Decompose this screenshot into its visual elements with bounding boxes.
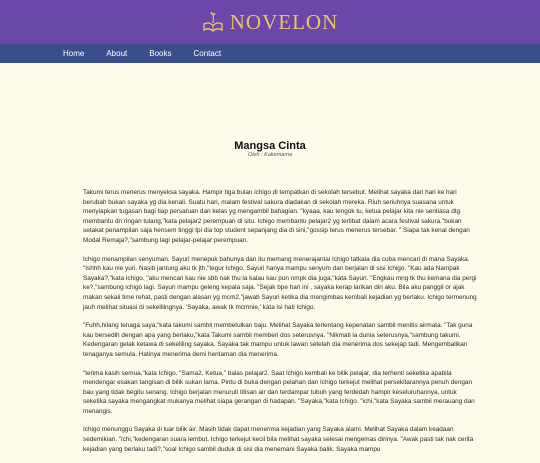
nav-about[interactable]: About bbox=[106, 49, 128, 58]
site-header bbox=[0, 0, 540, 44]
story-paragraph: Ichigo menampilan senyuman. Sayuri menepuk bahunya dan itu memang menerajantai Ichigo tatkala dia cuba mencari di mana Sayaka. "Ishhh kau nie yuri. Nasib jantung aku tk jth,"tegur Ichigo. Sayuri hanya mampu senyum dan berjalan di sisi Ichigo. "Kau ada Nampak Sayaka?,"kata Ichigo. "aku mencari kau nie sbb nak thu la kalau kau pun nmpk dia juga,"kata Sayuri. "Engkau mng tk thu kemana dia pergi ke?,"sambung ichigo lagi. Sayuri mampu geleng kepala saja. "Sejak bpe hari ini , sayaka kerap larikan diri aku. Bila aku panggil or ajak makan sekali time rehat, pasti dengan alasan yg mcm2,"jawab Sayuri ketika dia mengimbas kembali kejadian yg berlaku. Ichigo termenung jauh melihat situasi di sekelilingnya. 'Sayaka, awak tk mcmnie,' kata isi hati Ichigo. bbox=[83, 255, 477, 311]
story-title: Mangsa Cinta bbox=[234, 140, 306, 152]
main-navigation bbox=[0, 44, 540, 63]
story-body bbox=[83, 188, 477, 463]
book-quill-icon bbox=[202, 10, 224, 34]
nav-books[interactable]: Books bbox=[149, 49, 172, 58]
story-paragraph: "terima kasih semua,"kata Ichigo. "Sama2, Ketua," balas pelajar2. Saat Ichigo kembali ke bilik pelajar, dia terhenti seketika apabila mendengar esakan tangisan di bilik sukan lama. Pintu di buka dengan pelahan dan Ichigo terkejut melihat persekitarannya penuh dengan bau yang tidak begitu senang. Ichigo berjalan menuruti titisan air dan terdampar tubuh yang terdedah hampir keseluruhannya, untuk seketika sayaka mengangkat mukanya melihat siapa gerangan di hadapan. "Sayaka,"kata Ichigo. "ichi,"kata Sayaka sambil merauang dan menangis. bbox=[83, 369, 475, 415]
story-paragraph: "Fuhh,hilang tenaga saya,"kata takumi sambil membetulkan baju. Melihat Sayaka terlentang kepenatan sambil menitis airmata. "Tak guna kau bersedih dengan apa yang berlaku,"kata Takumi sambil memberi dos seterusnya. "Nikmati la dunia seterusnya,"sambung takumi. Kedengaran gelak ketawa di sekeliling sayaka. Sayaka tak mampu untuk lawan setelah dia menerima dos sekejap tadi. Mengembalikan tenaganya semula. Hatinya menerima demi hentaman dia menerima. bbox=[83, 322, 473, 358]
brand-logo[interactable] bbox=[202, 10, 338, 35]
story-author: Oleh : Kakemama bbox=[247, 152, 293, 158]
nav-home[interactable]: Home bbox=[63, 49, 85, 58]
story-paragraph: Ichigo menunggu Sayaka di luar bilik air. Masih tidak dapat menerima kejadian yang Sayaka alami. Melihat Sayaka dalam keadaan sedemikian. "ichi,"kedengaran suara lembut. Ichigo terkejut kecil bila melihat sayaka selesai mengemas dirinya. "Awak pasti tak nak cerita kejadian yang berlaku tadi?,"soal Ichigo sambil duduk di sisi dia menemani Sayaka balik. Sayaka mampu bbox=[83, 426, 474, 453]
nav-contact[interactable]: Contact bbox=[193, 49, 222, 58]
story-paragraph: Takumi terus menerus menyeksa sayaka. Hampir tiga bulan ichigo di tempatkan di sekolah tersebut. Melihat sayaka dari hari ke hari berubah bukan sayaka yg dia kenali. Suatu hari, malam festival sakura diadakan di sekolah mereka. Riuh seriuhnya suasana untuk menyiapkan tugasan bagi tiap persatuan dan kelas yg mengambil bahagian. "kyaaa, kau tengok tu, ketua pelajar kita nie sentiasa dtg membantu dn ringan tulang,"kata pelajar2 perempuan di situ. Ichigo membantu pelajar2 yg terlibat dalam acara festival sakura."bukan setakat penampilan saja hensem tinggi tpi dia top student sepanjang dia di sini,"gossip terus menerus tersebar. " Siapa tak kenal dengan Modal Remaja?,"sambung lagi pelajar-pelajar perempuan. bbox=[83, 189, 470, 244]
brand-name: NOVELON bbox=[229, 9, 339, 34]
